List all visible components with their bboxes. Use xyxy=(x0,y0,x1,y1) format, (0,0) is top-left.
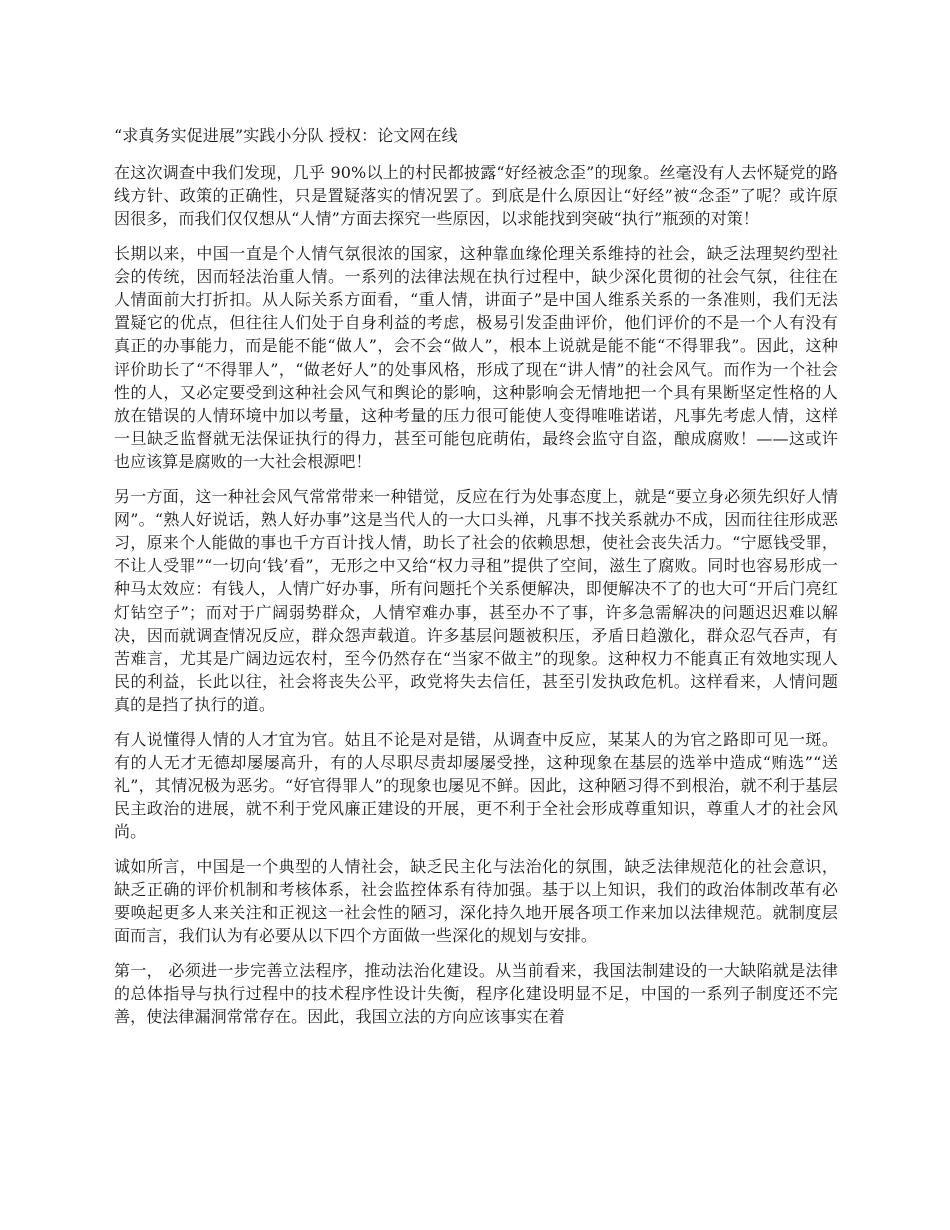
paragraph-1: 在这次调查中我们发现，几乎 90%以上的村民都披露“好经被念歪”的现象。丝毫没有人去怀疑党的路线方针、政策的正确性，只是置疑落实的情况罢了。到底是什么原因让“好经”被“念歪”了呢？或许原因很多，而我们仅仅想从“人情”方面去探究一些原因，以求能找到突破“执行”瓶颈的对策！ xyxy=(114,163,838,229)
document-page xyxy=(114,124,838,1039)
paragraph-6: 第一， 必须进一步完善立法程序，推动法治化建设。从当前看来，我国法制建设的一大缺陷就是法律的总体指导与执行过程中的技术程序性设计失衡，程序化建设明显不足，中国的一系列子制度还不完善，使法律漏洞常常存在。因此，我国立法的方向应该事实在着 xyxy=(114,960,838,1026)
paragraph-5: 诚如所言，中国是一个典型的人情社会，缺乏民主化与法治化的氛围，缺乏法律规范化的社会意识，缺乏正确的评价机制和考核体系，社会监控体系有待加强。基于以上知识，我们的政治体制改革有必要唤起更多人来关注和正视这一社会性的陋习，深化持久地开展各项工作来加以法律规范。就制度层面而言，我们认为有必要从以下四个方面做一些深化的规划与安排。 xyxy=(114,856,838,946)
document-title: “求真务实促进展”实践小分队 授权：论文网在线 xyxy=(114,126,458,145)
paragraph-4: 有人说懂得人情的人才宜为官。姑且不论是对是错，从调查中反应，某某人的为官之路即可见一斑。有的人无才无德却屡屡高升，有的人尽职尽责却屡屡受挫，这种现象在基层的选举中造成“贿选”“送礼”，其情况极为恶劣。“好官得罪人”的现象也屡见不鲜。因此，这种陋习得不到根治，就不利于基层民主政治的进展，就不利于党风廉正建设的开展，更不利于全社会形成尊重知识，尊重人才的社会风尚。 xyxy=(114,729,838,842)
paragraph-3: 另一方面，这一种社会风气常常带来一种错觉，反应在行为处事态度上，就是“要立身必须先织好人情网”。“熟人好说话，熟人好办事”这是当代人的一大口头禅，凡事不找关系就办不成，因而往往形成恶习，原来个人能做的事也千方百计找人情，助长了社会的依赖思想，使社会丧失活力。“宁愿钱受罪，不让人受罪”“一切向‘钱’看”，无形之中又给“权力寻租”提供了空间，滋生了腐败。同时也容易形成一种马太效应：有钱人，人情广好办事，所有问题托个关系便解决，即便解决不了的也大可“开后门亮红灯钻空子”；而对于广阔弱势群众，人情窄难办事，甚至办不了事，许多急需解决的问题迟迟难以解决，因而就调查情况反应，群众怨声载道。许多基层问题被积压，矛盾日趋激化，群众忍气吞声，有苦难言，尤其是广阔边远农村，至今仍然存在“当家不做主”的现象。这种权力不能真正有效地实现人民的利益，长此以往，社会将丧失公平，政党将失去信任，甚至引发执政危机。这样看来，人情问题真的是挡了执行的道。 xyxy=(114,486,838,715)
paragraph-2: 长期以来，中国一直是个人情气氛很浓的国家，这种靠血缘伦理关系维持的社会，缺乏法理契约型社会的传统，因而轻法治重人情。一系列的法律法规在执行过程中，缺少深化贯彻的社会气氛，往往在人情面前大打折扣。从人际关系方面看，“重人情，讲面子”是中国人维系关系的一条准则，我们无法置疑它的优点，但往往人们处于自身利益的考虑，极易引发歪曲评价，他们评价的不是一个人有没有真正的办事能力，而是能不能“做人”，会不会“做人”，根本上说就是能不能“不得罪我”。因此，这种评价助长了“不得罪人”，“做老好人”的处事风格，形成了现在“讲人情”的社会风气。而作为一个社会性的人，又必定要受到这种社会风气和舆论的影响，这种影响会无情地把一个具有果断坚定性格的人放在错误的人情环境中加以考量，这种考量的压力很可能使人变得唯唯诺诺，凡事先考虑人情，这样一旦缺乏监督就无法保证执行的得力，甚至可能包庇萌佑，最终会监守自盗，酿成腐败！——这或许也应该算是腐败的一大社会根源吧！ xyxy=(114,243,838,472)
